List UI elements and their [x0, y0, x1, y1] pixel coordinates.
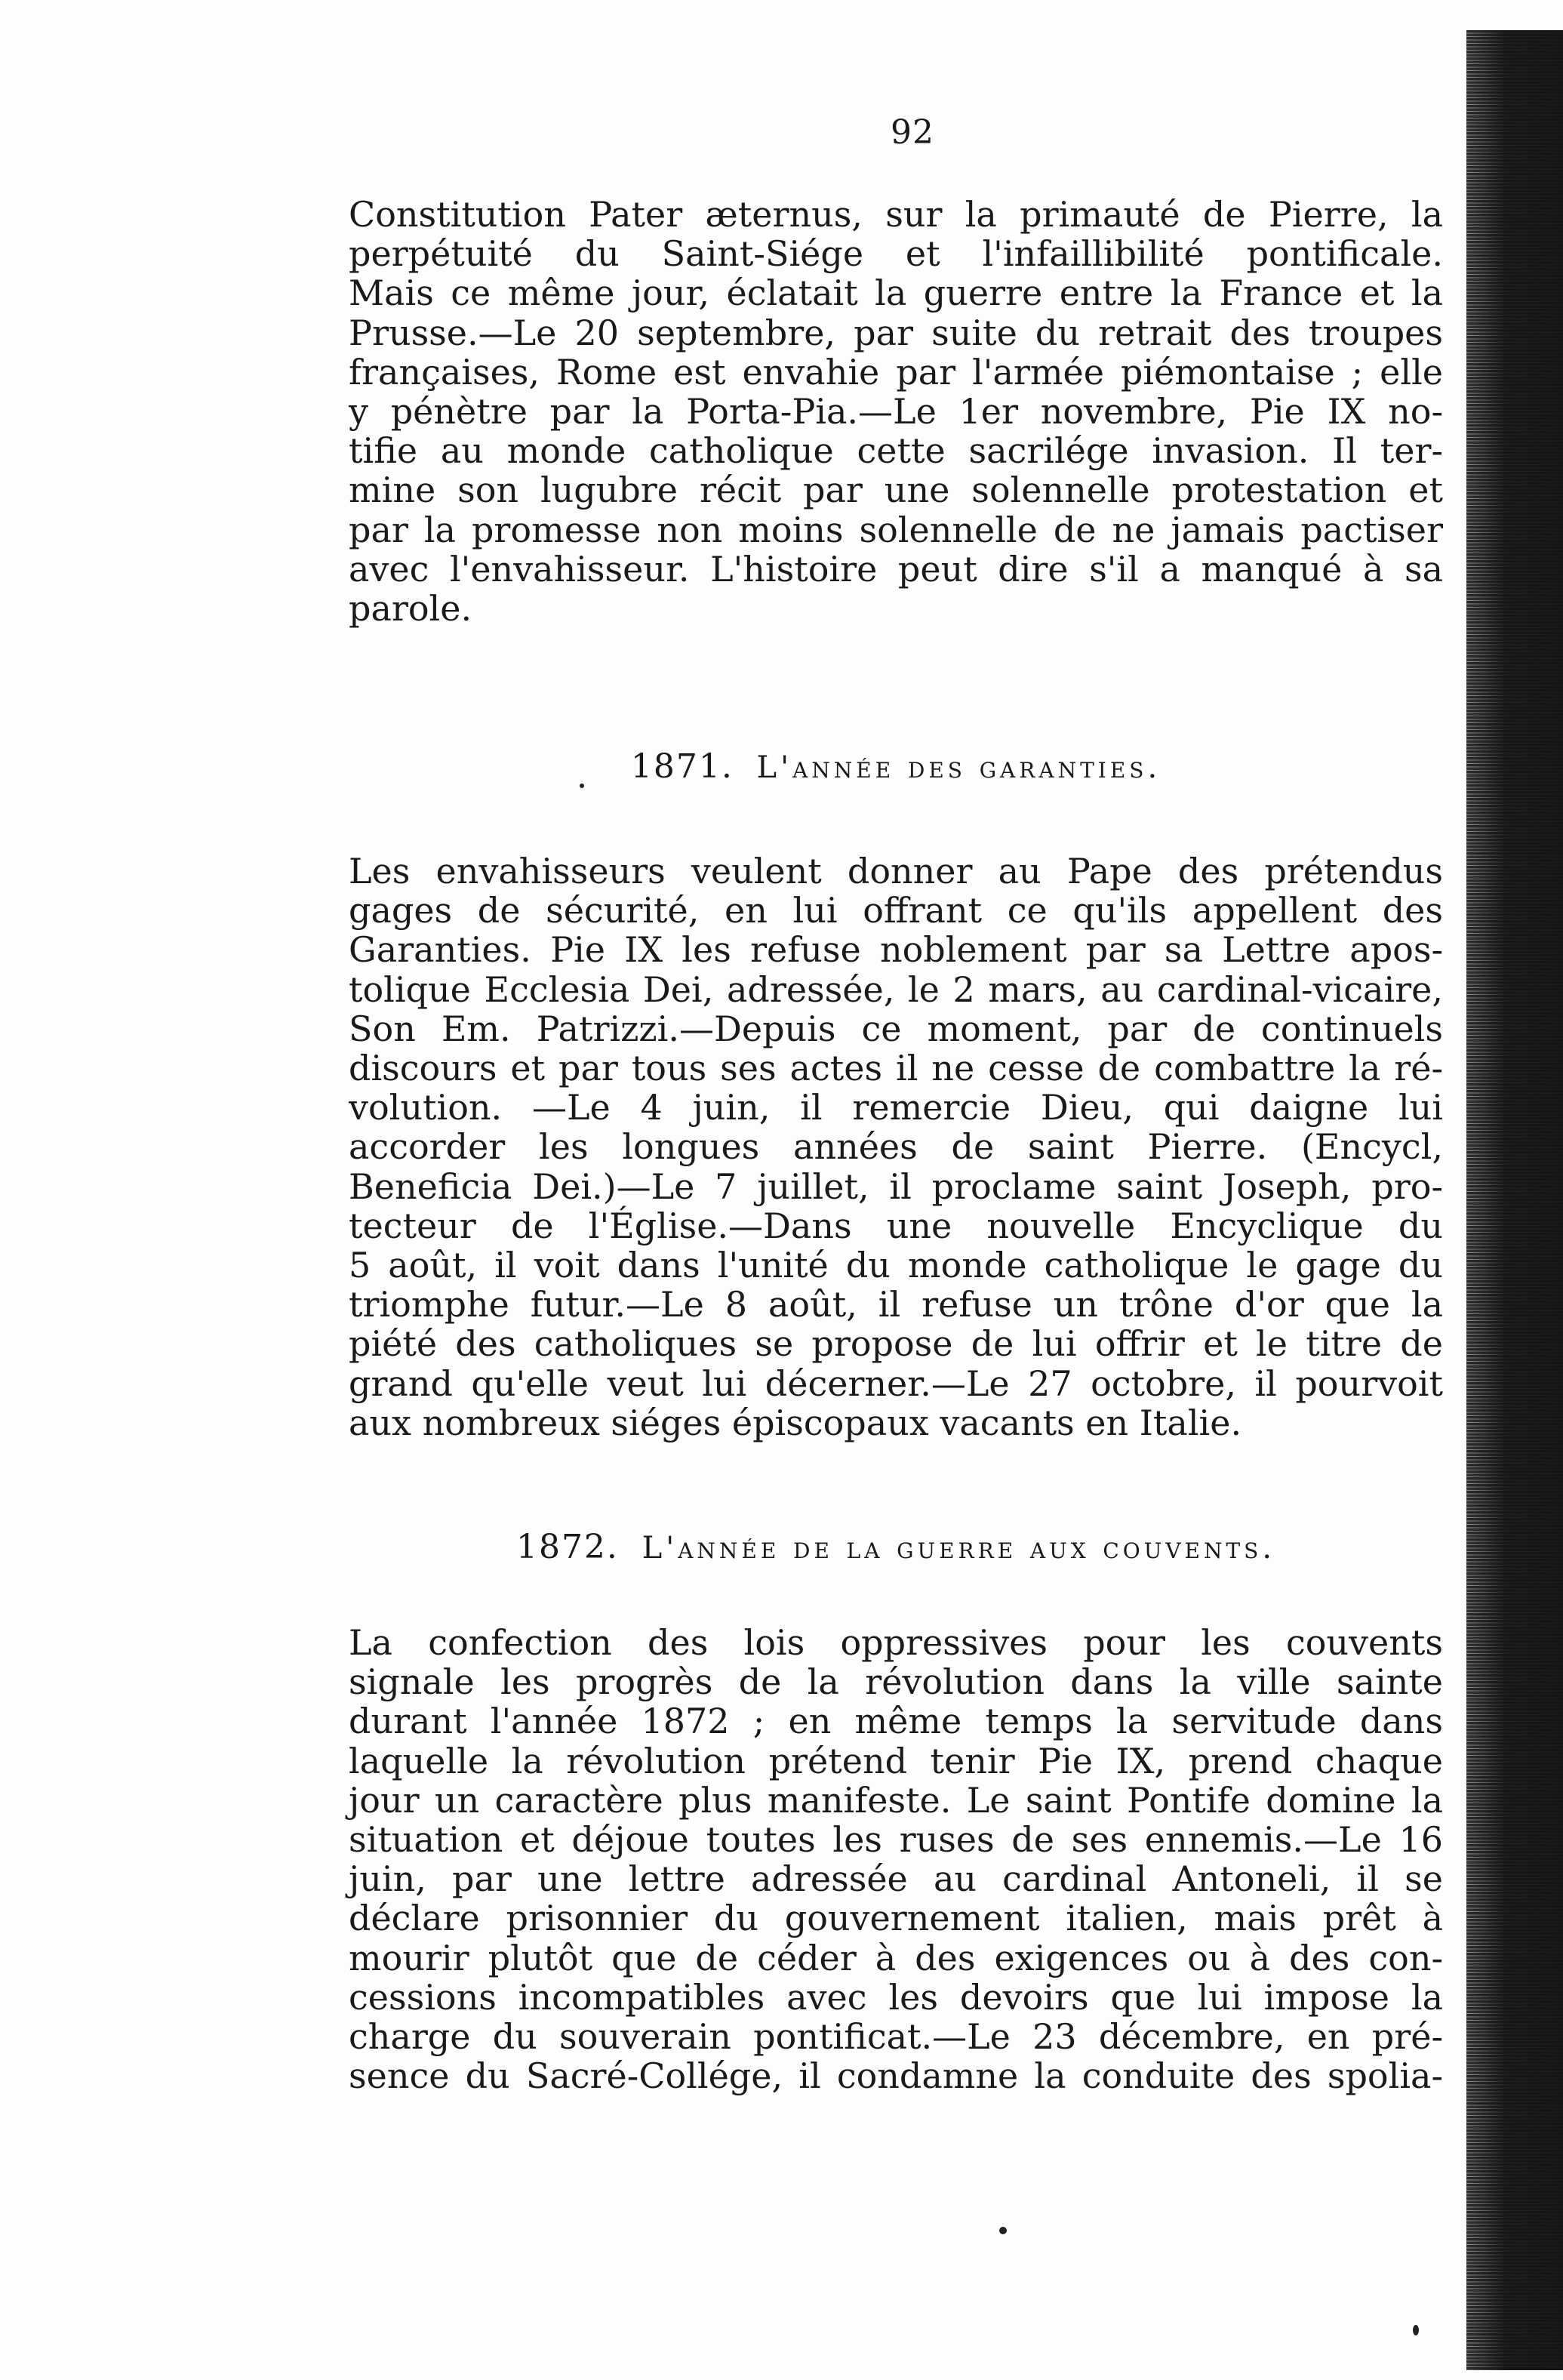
- text-line: tecteur de l'Église.—Dans une nouvelle Encyclique du: [349, 1205, 1443, 1246]
- text-line: charge du souverain pontificat.—Le 23 décembre, en pré-: [349, 2016, 1443, 2058]
- page-number: 92: [891, 113, 934, 152]
- text-line: gages de sécurité, en lui offrant ce qu'ils appellent des: [349, 890, 1443, 931]
- heading-year: 1871.: [630, 747, 734, 786]
- text-line: perpétuité du Saint-Siége et l'infaillibilité pontificale.: [349, 233, 1443, 275]
- text-line: mine son lugubre récit par une solennelle protestation et: [349, 470, 1443, 511]
- paragraph-constitution: [349, 195, 1443, 628]
- text-line: déclare prisonnier du gouvernement italien, mais prêt à: [349, 1898, 1443, 1939]
- text-line: Son Em. Patrizzi.—Depuis ce moment, par de continuels: [349, 1008, 1443, 1049]
- paragraph-couvents: [349, 1623, 1443, 2095]
- text-line: accorder les longues années de saint Pierre. (Encycl,: [349, 1126, 1443, 1168]
- text-line: françaises, Rome est envahie par l'armée piémontaise ; elle: [349, 351, 1443, 393]
- ink-speck: [999, 2227, 1007, 2234]
- text-line: Constitution Pater æternus, sur la primauté de Pierre, la: [349, 194, 1443, 235]
- text-line: La confection des lois oppressives pour les couvents: [349, 1622, 1443, 1663]
- ink-speck: [1413, 2325, 1419, 2335]
- heading-year: 1872.: [515, 1528, 619, 1566]
- text-line: tolique Ecclesia Dei, adressée, le 2 mars, au cardinal-vicaire,: [349, 968, 1443, 1010]
- text-line: triomphe futur.—Le 8 août, il refuse un trône d'or que la: [349, 1284, 1443, 1325]
- text-line: Les envahisseurs veulent donner au Pape des prétendus: [349, 851, 1443, 891]
- text-line: volution. —Le 4 juin, il remercie Dieu, qui daigne lui: [349, 1087, 1443, 1128]
- text-line: laquelle la révolution prétend tenir Pie IX, prend chaque: [349, 1740, 1443, 1781]
- text-line: signale les progrès de la révolution dans la ville sainte: [349, 1661, 1443, 1703]
- text-line: Garanties. Pie IX les refuse noblement par sa Lettre apos-: [349, 929, 1443, 971]
- text-line: discours et par tous ses actes il ne cesse de combattre la ré-: [349, 1048, 1443, 1089]
- text-line: piété des catholiques se propose de lui offrir et le titre de: [349, 1323, 1443, 1365]
- text-line: aux nombreux siéges épiscopaux vacants en Italie.: [349, 1402, 1242, 1443]
- text-line: jour un caractère plus manifeste. Le saint Pontife domine la: [349, 1779, 1443, 1821]
- text-line: juin, par une lettre adressée au cardinal Antoneli, il se: [349, 1858, 1443, 1900]
- text-line: parole.: [349, 588, 472, 630]
- paragraph-garanties: [349, 851, 1443, 1442]
- text-line: tifie au monde catholique cette sacrilége invasion. Il ter-: [349, 430, 1443, 472]
- text-line: y pénètre par la Porta-Pia.—Le 1er novembre, Pie IX no-: [349, 391, 1443, 433]
- text-line: cessions incompatibles avec les devoirs que lui impose la: [349, 1976, 1443, 2018]
- text-line: situation et déjoue toutes les ruses de ses ennemis.—Le 16: [349, 1819, 1443, 1861]
- text-line: avec l'envahisseur. L'histoire peut dire s'il a manqué à sa: [349, 548, 1443, 590]
- page-binding-edge: [1466, 30, 1563, 2370]
- text-line: Beneficia Dei.)—Le 7 juillet, il proclame saint Joseph, pro-: [349, 1165, 1443, 1207]
- text-line: sence du Sacré-Collége, il condamne la conduite des spolia-: [349, 2055, 1443, 2097]
- ink-speck: [580, 784, 584, 788]
- heading-title: L'année des garanties.: [756, 750, 1161, 785]
- text-line: par la promesse non moins solennelle de ne jamais pactiser: [349, 509, 1443, 550]
- text-line: mourir plutôt que de céder à des exigences ou à des con-: [349, 1937, 1443, 1978]
- text-line: durant l'année 1872 ; en même temps la servitude dans: [349, 1701, 1443, 1742]
- text-line: Mais ce même jour, éclatait la guerre entre la France et la: [349, 272, 1443, 314]
- section-heading-1872: [349, 1528, 1443, 1566]
- text-line: grand qu'elle veut lui décerner.—Le 27 octobre, il pourvoit: [349, 1362, 1443, 1404]
- text-line: Prusse.—Le 20 septembre, par suite du retrait des troupes: [349, 312, 1443, 353]
- heading-title: L'année de la guerre aux couvents.: [642, 1531, 1276, 1566]
- text-line: 5 août, il voit dans l'unité du monde catholique le gage du: [349, 1245, 1443, 1286]
- section-heading-1871: [349, 747, 1443, 786]
